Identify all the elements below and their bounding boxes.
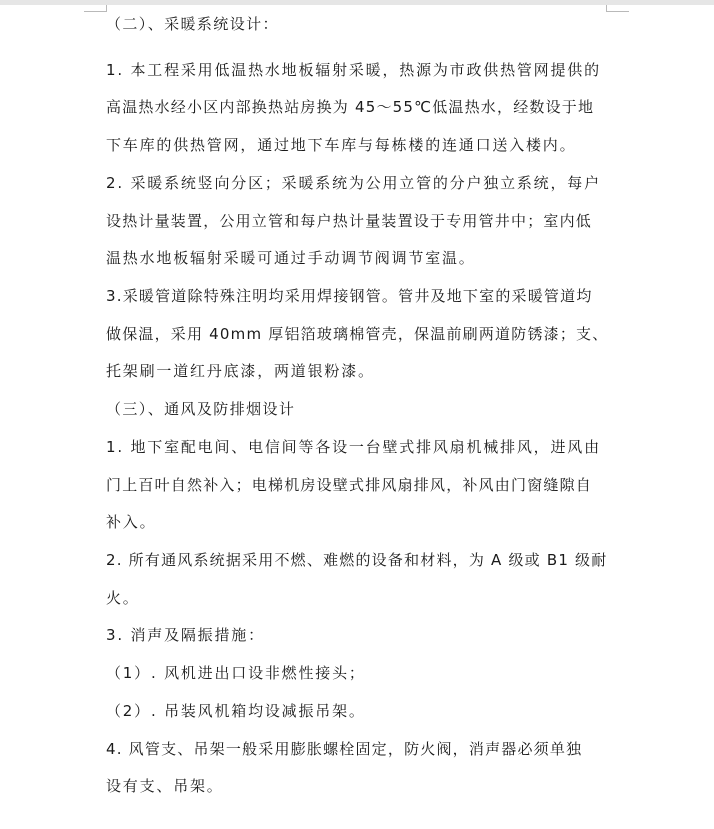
paragraph-line: 1. 本工程采用低温热水地板辐射采暖，热源为市政供热管网提供的 [106, 61, 601, 79]
paragraph-line: 设热计量装置，公用立管和每户热计量装置设于专用管井中；室内低 [106, 212, 593, 230]
paragraph-line: 做保温，采用 40mm 厚铝箔玻璃棉管壳，保温前刷两道防锈漆；支、 [106, 325, 609, 343]
paragraph-line: 温热水地板辐射采暖可通过手动调节阀调节室温。 [106, 249, 476, 267]
paragraph-line: 托架刷一道红丹底漆，两道银粉漆。 [106, 362, 375, 380]
paragraph-line: 2. 所有通风系统据采用不燃、难燃的设备和材料，为 A 级或 B1 级耐 [106, 551, 608, 569]
paragraph-line: 1. 地下室配电间、电信间等各设一台壁式排风扇机械排风，进风由 [106, 438, 601, 456]
section-heading-ventilation: （三）、通风及防排烟设计 [106, 400, 296, 418]
paragraph-line: 3. 消声及隔振措施： [106, 626, 265, 644]
section-heading-heating: （二）、采暖系统设计： [106, 15, 279, 33]
paragraph-line: 补入。 [106, 513, 157, 531]
paragraph-line: 3.采暖管道除特殊注明均采用焊接钢管。管井及地下室的采暖管道均 [106, 287, 593, 305]
right-crop-mark [606, 5, 629, 12]
paragraph-line: 设有支、吊架。 [106, 777, 224, 795]
paragraph-line: 2. 采暖系统竖向分区；采暖系统为公用立管的分户独立系统，每户 [106, 174, 601, 192]
paragraph-line: 门上百叶自然补入；电梯机房设壁式排风扇排风，补风由门窗缝隙自 [106, 476, 593, 494]
paragraph-line: 火。 [106, 589, 140, 607]
left-crop-mark [84, 5, 107, 12]
paragraph-line: 高温热水经小区内部换热站房换为 45～55℃低温热水，经数设于地 [106, 98, 595, 116]
list-item: （1）. 风机进出口设非燃性接头； [106, 664, 366, 682]
list-item: （2）. 吊装风机箱均设减振吊架。 [106, 702, 366, 720]
paragraph-line: 4. 风管支、吊架一般采用膨胀螺栓固定，防火阀，消声器必须单独 [106, 740, 583, 758]
paragraph-line: 下车库的供热管网，通过地下车库与每栋楼的连通口送入楼内。 [106, 136, 577, 154]
